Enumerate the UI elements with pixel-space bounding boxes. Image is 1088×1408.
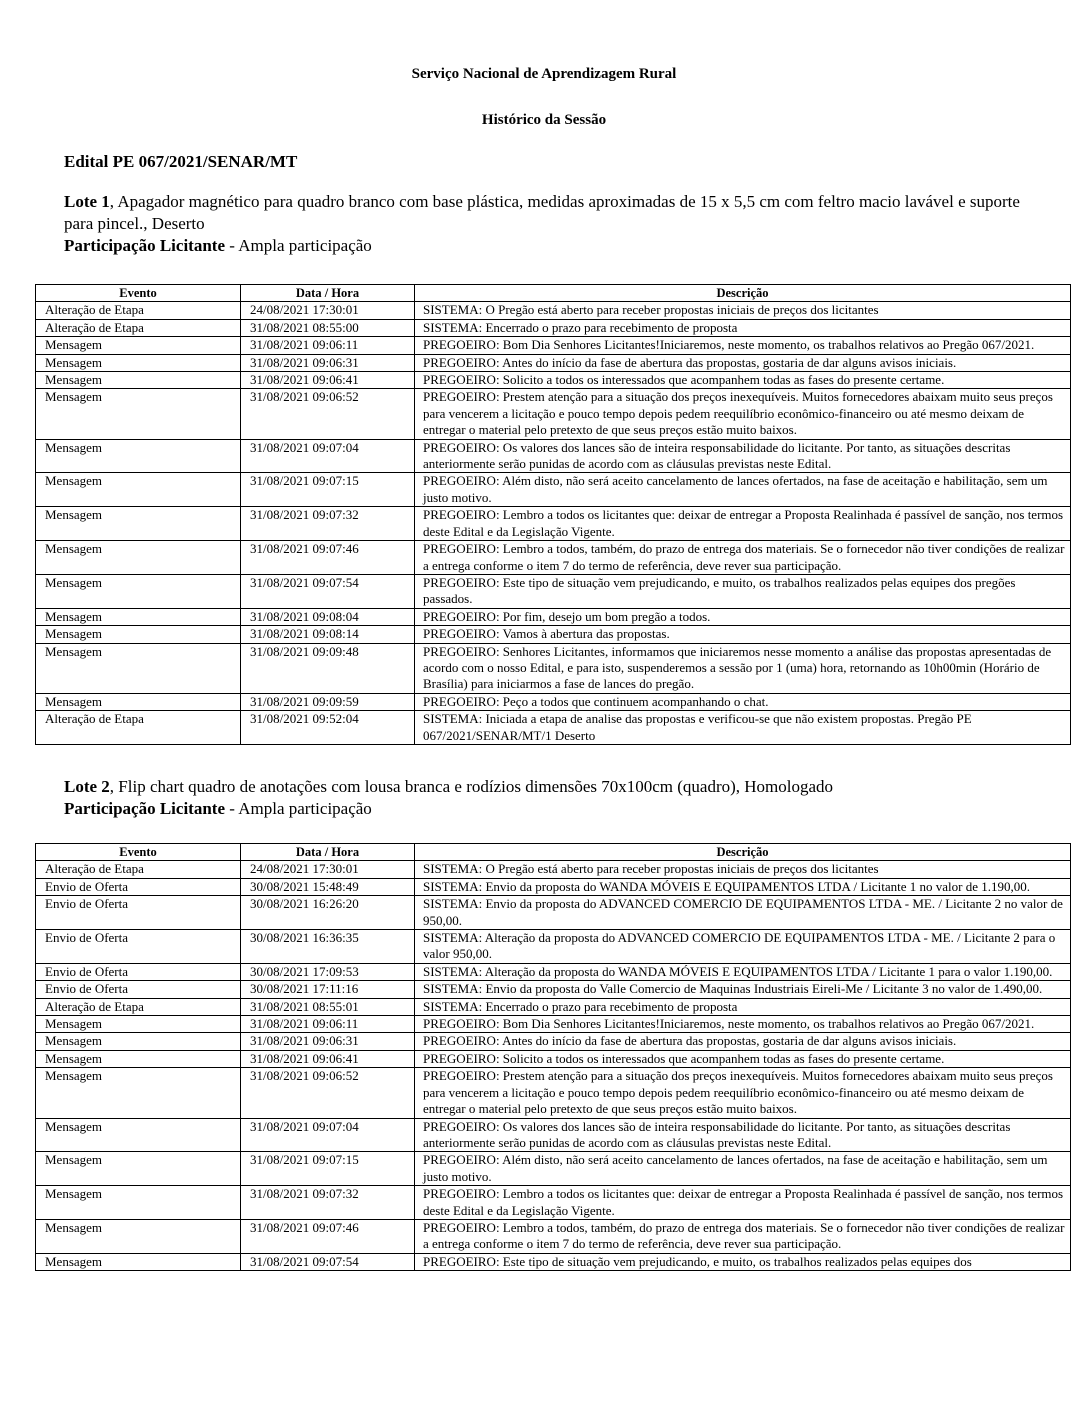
table-row	[36, 896, 1071, 930]
datetime-cell: 31/08/2021 09:52:04	[241, 711, 415, 745]
event-cell: Mensagem	[36, 507, 241, 541]
datetime-cell: 31/08/2021 09:07:46	[241, 541, 415, 575]
description-cell: PREGOEIRO: Bom Dia Senhores Licitantes!Iniciaremos, neste momento, os trabalhos relativos ao Pregão 067/2021.	[415, 1016, 1071, 1033]
table-row	[36, 608, 1071, 625]
description-cell: SISTEMA: Envio da proposta do WANDA MÓVEIS E EQUIPAMENTOS LTDA / Licitante 1 no valor de 1.190,00.	[415, 878, 1071, 895]
event-cell: Envio de Oferta	[36, 930, 241, 964]
column-header-data-hora: Data / Hora	[241, 844, 415, 861]
table-row	[36, 439, 1071, 473]
datetime-cell: 31/08/2021 09:06:31	[241, 354, 415, 371]
event-cell: Mensagem	[36, 389, 241, 439]
table-row	[36, 302, 1071, 319]
datetime-cell: 30/08/2021 16:36:35	[241, 930, 415, 964]
description-cell: PREGOEIRO: Por fim, desejo um bom pregão a todos.	[415, 608, 1071, 625]
table-row	[36, 998, 1071, 1015]
description-cell: SISTEMA: Encerrado o prazo para recebimento de proposta	[415, 319, 1071, 336]
event-cell: Mensagem	[36, 693, 241, 710]
datetime-cell: 31/08/2021 09:07:32	[241, 507, 415, 541]
datetime-cell: 31/08/2021 08:55:00	[241, 319, 415, 336]
session-history-title: Histórico da Sessão	[481, 112, 607, 128]
datetime-cell: 31/08/2021 09:06:31	[241, 1033, 415, 1050]
table-row	[36, 1152, 1071, 1186]
event-cell: Alteração de Etapa	[36, 711, 241, 745]
table-header-row	[36, 285, 1071, 302]
event-cell: Mensagem	[36, 372, 241, 389]
datetime-cell: 31/08/2021 09:07:04	[241, 1118, 415, 1152]
table-row	[36, 981, 1071, 998]
description-cell: PREGOEIRO: Além disto, não será aceito cancelamento de lances ofertados, na fase de aceitação e habilitação, sem um justo motivo.	[415, 1152, 1071, 1186]
table-row	[36, 389, 1071, 439]
datetime-cell: 31/08/2021 09:06:52	[241, 1068, 415, 1118]
table-row	[36, 963, 1071, 980]
event-cell: Mensagem	[36, 608, 241, 625]
description-cell: SISTEMA: O Pregão está aberto para receber propostas iniciais de preços dos licitantes	[415, 861, 1071, 878]
table-row	[36, 1118, 1071, 1152]
column-header-descricao: Descrição	[415, 844, 1071, 861]
event-cell: Mensagem	[36, 473, 241, 507]
datetime-cell: 31/08/2021 09:09:59	[241, 693, 415, 710]
description-cell: PREGOEIRO: Os valores dos lances são de inteira responsabilidade do licitante. Por tanto, as situações descritas anteriormente serão punidas de acordo com as cláusulas previstas neste Edital.	[415, 1118, 1071, 1152]
description-cell: PREGOEIRO: Solicito a todos os interessados que acompanhem todas as fases do presente certame.	[415, 372, 1071, 389]
table-row	[36, 643, 1071, 693]
participacao-label: Participação Licitante	[64, 799, 225, 818]
datetime-cell: 31/08/2021 09:09:48	[241, 643, 415, 693]
description-cell: PREGOEIRO: Peço a todos que continuem acompanhando o chat.	[415, 693, 1071, 710]
datetime-cell: 24/08/2021 17:30:01	[241, 302, 415, 319]
description-cell: PREGOEIRO: Solicito a todos os interessados que acompanhem todas as fases do presente certame.	[415, 1050, 1071, 1067]
event-cell: Envio de Oferta	[36, 963, 241, 980]
datetime-cell: 31/08/2021 09:07:32	[241, 1186, 415, 1220]
column-header-evento: Evento	[36, 844, 241, 861]
event-cell: Alteração de Etapa	[36, 998, 241, 1015]
table-row	[36, 711, 1071, 745]
lote-2-label: Lote 2	[64, 777, 110, 796]
event-cell: Mensagem	[36, 1219, 241, 1253]
description-cell: PREGOEIRO: Lembro a todos, também, do prazo de entrega dos materiais. Se o fornecedor não tiver condições de realizar a entrega conforme o item 7 do termo de referência, deve rever sua participação.	[415, 541, 1071, 575]
lote-1-description: , Apagador magnético para quadro branco com base plástica, medidas aproximadas de 15 x 5,5 cm com feltro macio lavável e suporte para pincel., Deserto	[64, 192, 1020, 233]
description-cell: SISTEMA: Encerrado o prazo para recebimento de proposta	[415, 998, 1071, 1015]
table-row	[36, 372, 1071, 389]
datetime-cell: 31/08/2021 09:08:04	[241, 608, 415, 625]
table-row	[36, 507, 1071, 541]
description-cell: PREGOEIRO: Lembro a todos os licitantes que: deixar de entregar a Proposta Realinhada é passível de sanção, nos termos deste Edital e da Legislação Vigente.	[415, 507, 1071, 541]
lote-1-participacao	[64, 235, 1044, 257]
column-header-data-hora: Data / Hora	[241, 285, 415, 302]
event-cell: Mensagem	[36, 574, 241, 608]
datetime-cell: 31/08/2021 09:06:52	[241, 389, 415, 439]
participacao-value: - Ampla participação	[225, 236, 372, 255]
description-cell: PREGOEIRO: Senhores Licitantes, informamos que iniciaremos nesse momento a análise das propostas apresentadas de acordo com o nosso Edital, e para isto, suspenderemos a sessão por 1 (uma) hora, retornando as 10h00min (Horário de Brasília) para iniciarmos a fase de lances do pregão.	[415, 643, 1071, 693]
column-header-evento: Evento	[36, 285, 241, 302]
event-cell: Mensagem	[36, 1016, 241, 1033]
lote-2-description: , Flip chart quadro de anotações com lousa branca e rodízios dimensões 70x100cm (quadro), Homologado	[109, 777, 834, 796]
description-cell: PREGOEIRO: Prestem atenção para a situação dos preços inexequíveis. Muitos fornecedores abaixam muito seus preços para vencerem a licitação e pouco tempo depois pedem reequilíbrio econômico-financeiro ou até mesmo deixam de entregar o material pelo pretexto de que seus preços estão muito baixos.	[415, 1068, 1071, 1118]
event-cell: Mensagem	[36, 1118, 241, 1152]
datetime-cell: 31/08/2021 09:06:11	[241, 1016, 415, 1033]
participacao-value: - Ampla participação	[225, 799, 372, 818]
event-cell: Mensagem	[36, 354, 241, 371]
lote-2-history-table	[35, 843, 1071, 1271]
organization-title: Serviço Nacional de Aprendizagem Rural	[411, 66, 677, 82]
event-cell: Alteração de Etapa	[36, 302, 241, 319]
lote-2-heading	[64, 776, 1044, 820]
description-cell: SISTEMA: Alteração da proposta do ADVANCED COMERCIO DE EQUIPAMENTOS LTDA - ME. / Licitante 2 para o valor 950,00.	[415, 930, 1071, 964]
event-cell: Mensagem	[36, 439, 241, 473]
table-row	[36, 1253, 1071, 1270]
event-cell: Mensagem	[36, 1050, 241, 1067]
datetime-cell: 31/08/2021 09:06:41	[241, 1050, 415, 1067]
datetime-cell: 31/08/2021 09:08:14	[241, 626, 415, 643]
table-row	[36, 1016, 1071, 1033]
description-cell: PREGOEIRO: Antes do início da fase de abertura das propostas, gostaria de dar alguns avisos iniciais.	[415, 1033, 1071, 1050]
datetime-cell: 31/08/2021 09:07:15	[241, 473, 415, 507]
datetime-cell: 31/08/2021 08:55:01	[241, 998, 415, 1015]
participacao-label: Participação Licitante	[64, 236, 225, 255]
table-row	[36, 1219, 1071, 1253]
description-cell: PREGOEIRO: Além disto, não será aceito cancelamento de lances ofertados, na fase de aceitação e habilitação, sem um justo motivo.	[415, 473, 1071, 507]
description-cell: PREGOEIRO: Este tipo de situação vem prejudicando, e muito, os trabalhos realizados pelas equipes dos	[415, 1253, 1071, 1270]
table-row	[36, 626, 1071, 643]
lote-1-label: Lote 1	[64, 192, 110, 211]
table-row	[36, 337, 1071, 354]
event-cell: Mensagem	[36, 541, 241, 575]
table-row	[36, 473, 1071, 507]
edital-heading: Edital PE 067/2021/SENAR/MT	[64, 152, 298, 171]
table-row	[36, 861, 1071, 878]
description-cell: PREGOEIRO: Este tipo de situação vem prejudicando, e muito, os trabalhos realizados pelas equipes dos pregões passados.	[415, 574, 1071, 608]
event-cell: Mensagem	[36, 1253, 241, 1270]
lote-1-heading	[64, 191, 1044, 257]
datetime-cell: 31/08/2021 09:07:54	[241, 1253, 415, 1270]
column-header-descricao: Descrição	[415, 285, 1071, 302]
description-cell: SISTEMA: O Pregão está aberto para receber propostas iniciais de preços dos licitantes	[415, 302, 1071, 319]
datetime-cell: 31/08/2021 09:06:41	[241, 372, 415, 389]
datetime-cell: 30/08/2021 17:11:16	[241, 981, 415, 998]
description-cell: PREGOEIRO: Lembro a todos os licitantes que: deixar de entregar a Proposta Realinhada é passível de sanção, nos termos deste Edital e da Legislação Vigente.	[415, 1186, 1071, 1220]
table-row	[36, 354, 1071, 371]
description-cell: PREGOEIRO: Vamos à abertura das propostas.	[415, 626, 1071, 643]
lote-1-history-table	[35, 284, 1071, 745]
table-row	[36, 1033, 1071, 1050]
description-cell: SISTEMA: Iniciada a etapa de analise das propostas e verificou-se que não existem propostas. Pregão PE 067/2021/SENAR/MT/1 Deserto	[415, 711, 1071, 745]
event-cell: Mensagem	[36, 1033, 241, 1050]
table-row	[36, 693, 1071, 710]
event-cell: Mensagem	[36, 337, 241, 354]
datetime-cell: 31/08/2021 09:06:11	[241, 337, 415, 354]
description-cell: SISTEMA: Envio da proposta do Valle Comercio de Maquinas Industriais Eireli-Me / Licitante 3 no valor de 1.490,00.	[415, 981, 1071, 998]
table-row	[36, 574, 1071, 608]
description-cell: SISTEMA: Alteração da proposta do WANDA MÓVEIS E EQUIPAMENTOS LTDA / Licitante 1 para o valor 1.190,00.	[415, 963, 1071, 980]
event-cell: Mensagem	[36, 643, 241, 693]
event-cell: Envio de Oferta	[36, 981, 241, 998]
table-row	[36, 1186, 1071, 1220]
description-cell: PREGOEIRO: Os valores dos lances são de inteira responsabilidade do licitante. Por tanto, as situações descritas anteriormente serão punidas de acordo com as cláusulas previstas neste Edital.	[415, 439, 1071, 473]
table-row	[36, 319, 1071, 336]
event-cell: Alteração de Etapa	[36, 861, 241, 878]
datetime-cell: 24/08/2021 17:30:01	[241, 861, 415, 878]
datetime-cell: 31/08/2021 09:07:04	[241, 439, 415, 473]
table-header-row	[36, 844, 1071, 861]
table-row	[36, 1050, 1071, 1067]
event-cell: Mensagem	[36, 1152, 241, 1186]
description-cell: PREGOEIRO: Antes do início da fase de abertura das propostas, gostaria de dar alguns avisos iniciais.	[415, 354, 1071, 371]
description-cell: PREGOEIRO: Prestem atenção para a situação dos preços inexequíveis. Muitos fornecedores abaixam muito seus preços para vencerem a licitação e pouco tempo depois pedem reequilíbrio econômico-financeiro ou até mesmo deixam de entregar o material pelo pretexto de que seus preços estão muito baixos.	[415, 389, 1071, 439]
table-row	[36, 878, 1071, 895]
event-cell: Mensagem	[36, 1186, 241, 1220]
table-row	[36, 930, 1071, 964]
datetime-cell: 31/08/2021 09:07:15	[241, 1152, 415, 1186]
datetime-cell: 30/08/2021 15:48:49	[241, 878, 415, 895]
description-cell: SISTEMA: Envio da proposta do ADVANCED COMERCIO DE EQUIPAMENTOS LTDA - ME. / Licitante 2 no valor de 950,00.	[415, 896, 1071, 930]
lote-2-participacao	[64, 798, 1044, 820]
event-cell: Envio de Oferta	[36, 896, 241, 930]
table-row	[36, 541, 1071, 575]
datetime-cell: 31/08/2021 09:07:54	[241, 574, 415, 608]
table-row	[36, 1068, 1071, 1118]
description-cell: PREGOEIRO: Bom Dia Senhores Licitantes!Iniciaremos, neste momento, os trabalhos relativos ao Pregão 067/2021.	[415, 337, 1071, 354]
event-cell: Envio de Oferta	[36, 878, 241, 895]
event-cell: Mensagem	[36, 1068, 241, 1118]
description-cell: PREGOEIRO: Lembro a todos, também, do prazo de entrega dos materiais. Se o fornecedor não tiver condições de realizar a entrega conforme o item 7 do termo de referência, deve rever sua participação.	[415, 1219, 1071, 1253]
event-cell: Mensagem	[36, 626, 241, 643]
datetime-cell: 31/08/2021 09:07:46	[241, 1219, 415, 1253]
datetime-cell: 30/08/2021 16:26:20	[241, 896, 415, 930]
event-cell: Alteração de Etapa	[36, 319, 241, 336]
datetime-cell: 30/08/2021 17:09:53	[241, 963, 415, 980]
